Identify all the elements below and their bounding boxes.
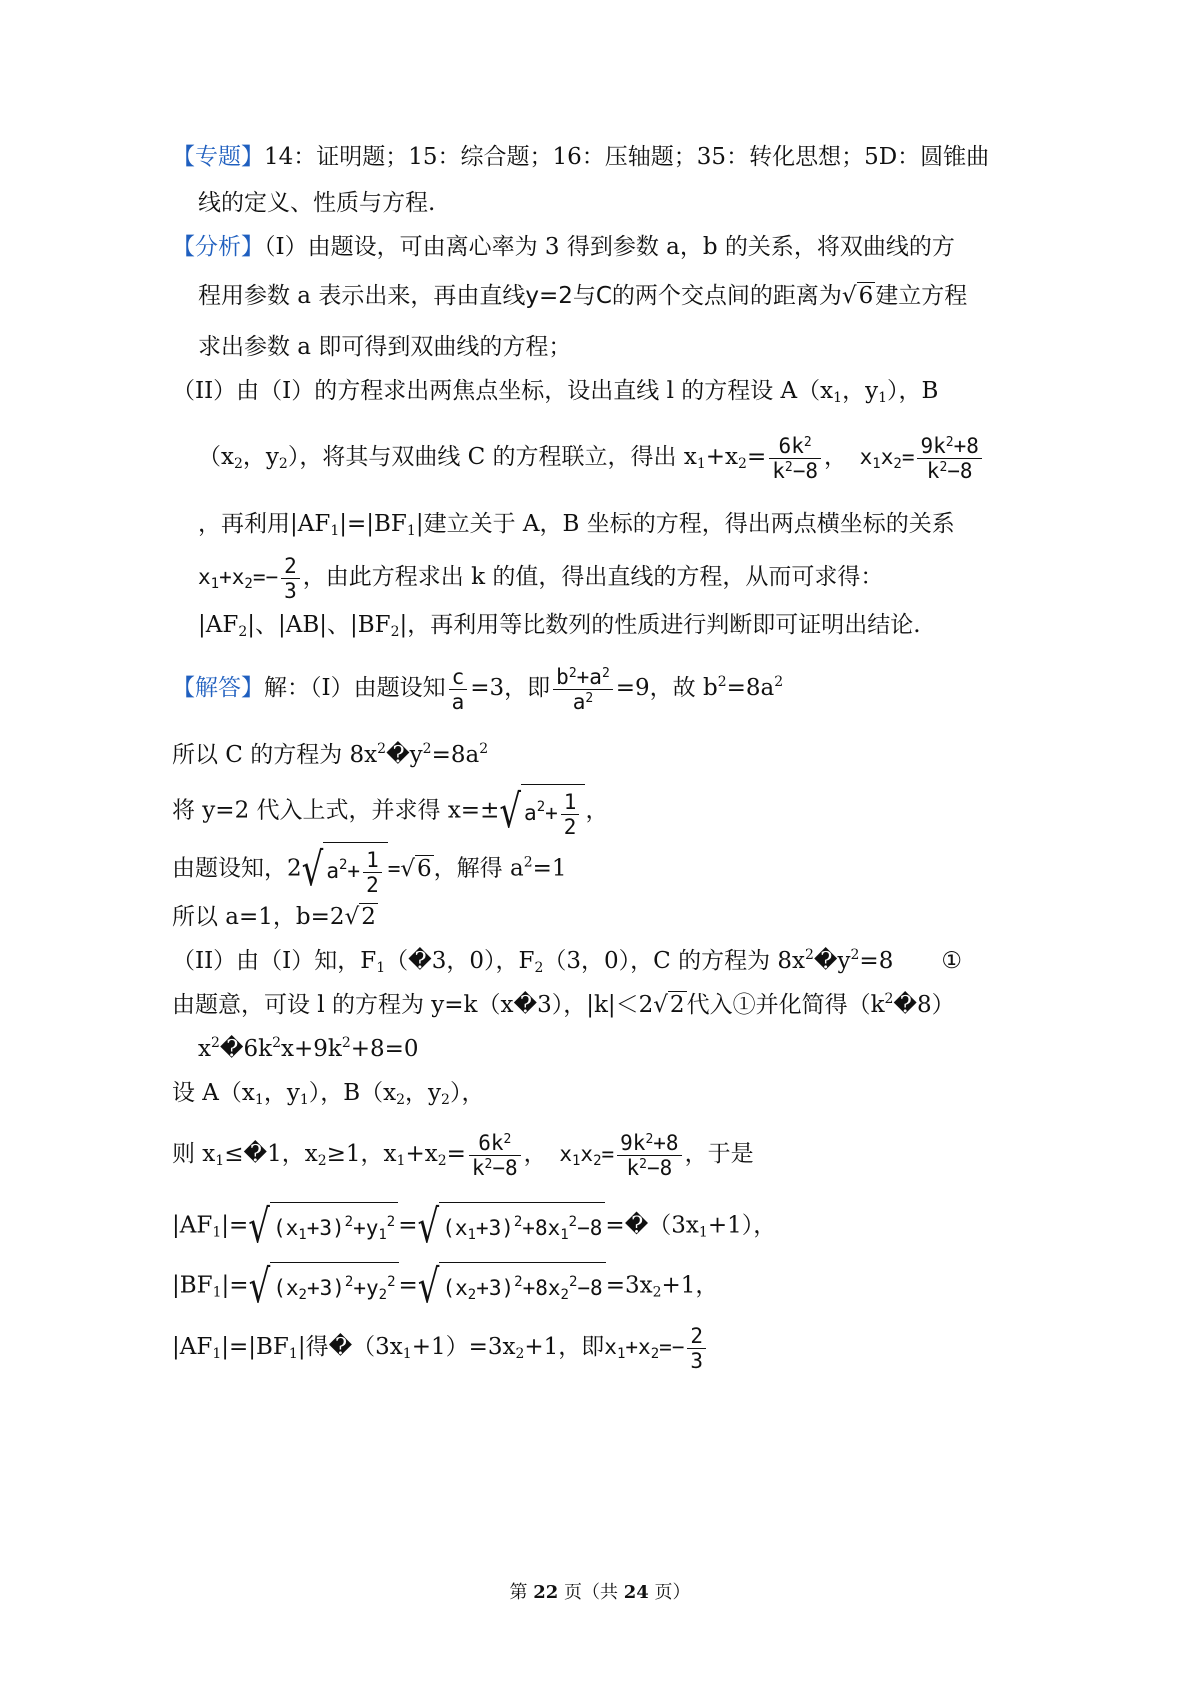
solution-line-2: 所以 C 的方程为 $8x^2�y^2=8a^2$: [172, 741, 489, 768]
analysis-line-8: $|AF_2|$、|AB|、$|BF_2|$，再利用等比数列的性质进行判断即可证明出结论.: [198, 612, 921, 640]
solution-line-1: 【解答】解：（I）由题设知 $\frac{c}{a}$ =3，即 $\frac{b^2+a^2}{a^2}$ =9，故 $b^2=8a^2$: [172, 664, 784, 714]
solution-line-3: 将 y=2 代入上式，并求得 x=±√ $a^2+$ $\frac{1}{2}$ ，: [172, 784, 609, 839]
fraction-product: $\frac{9k^2+8}{k^2-8}$: [917, 434, 981, 483]
analysis-line-5: （$x_2$，$y_2$），将其与双曲线 C 的方程联立，得出 $x_1+x_2=$ $\frac{6k^2}{k^2-8}$ ， $x_1x_2=$ $\frac{9k^2+8}{k^2-8}$: [198, 425, 985, 489]
analysis-line-7: $x_1+x_2=-$ $\frac{2}{3}$ ，由此方程求出 k 的值，得出直线的方程，从而可求得：: [198, 553, 884, 603]
analysis-line-4: （II）由（I）的方程求出两焦点坐标，设出直线 l 的方程设 $A(x_1$，$y_1$），B: [172, 378, 939, 406]
solution-line-7: 由题意，可设 l 的方程为 y=k（x�3），|k|＜2√2代入①并化简得$(k^2�8)$: [172, 991, 955, 1018]
analysis-line-1: 【分析】（I）由题设，可由离心率为 3 得到参数 a，b 的关系，将双曲线的方: [172, 234, 955, 260]
solution-line-9: 设 $A(x_1$，$y_1$），$B(x_2$，$y_2$），: [172, 1080, 485, 1108]
solution-line-8: $x^2�6k^2x+9k^2+8=0$: [198, 1035, 419, 1062]
page-footer: 第 22 页（共 24 页）: [509, 1582, 691, 1603]
analysis-tag: 【分析】: [172, 234, 264, 260]
solution-line-4: 由题设知，2√ $a^2+$ $\frac{1}{2}$ =√6，解得 $a^2=1$: [172, 842, 567, 897]
solution-line-12: $|BF_1|=√$ $(x_2+3)^2+y_2^2$ =√ $(x_2+3)^2+8x_2^2-8 =3x_2+1$，: [172, 1259, 719, 1314]
current-page-number: 22: [533, 1582, 559, 1603]
topic-tag: 【专题】: [172, 144, 264, 170]
solution-line-11: $|AF_1|=√$ $(x_1+3)^2+y_1^2$ =√ $(x_1+3)^2+8x_1^2-8$ $=�(3x_1+1)$，: [172, 1199, 777, 1254]
solution-tag: 【解答】: [172, 675, 264, 701]
solution-line-5: 所以 a=1，b=2√2: [172, 904, 376, 930]
fraction-sum: $\frac{6k^2}{k^2-8}$: [769, 434, 821, 483]
total-page-count: 24: [623, 1582, 649, 1603]
analysis-line-2: 程用参数 a 表示出来，再由直线y=2与C的两个交点间的距离为√6建立方程: [198, 283, 968, 309]
sqrt-6: √6: [841, 283, 874, 309]
topic-line-1: 【专题】14：证明题；15：综合题；16：压轴题；35：转化思想；5D：圆锥曲: [172, 144, 990, 170]
topic-line-2: 线的定义、性质与方程.: [198, 190, 436, 216]
solution-line-13: $|AF_1|=|BF_1|$得$�(3x_1+1)=3x_2+1$，即$x_1+x_2=-$ $\frac{2}{3}$: [172, 1318, 709, 1376]
analysis-line-6: ，再利用$|AF_1|=|BF_1|$建立关于 A，B 坐标的方程，得出两点横坐标的关系: [198, 511, 955, 539]
analysis-line-3: 求出参数 a 即可得到双曲线的方程；: [198, 334, 572, 360]
solution-line-10: 则 $x_1\le�1$，$x_2\ge 1$，$x_1+x_2=$ $\frac{6k^2}{k^2-8}$ ， $x_1x_2=$ $\frac{9k^2+8}{k^2-8}$ ，于是: [172, 1130, 754, 1180]
solution-line-6: （II）由（I）知，$F_1(�3$，0），$F_2(3$，0），C 的方程为 $8x^2�y^2=8$ ①: [172, 947, 962, 976]
